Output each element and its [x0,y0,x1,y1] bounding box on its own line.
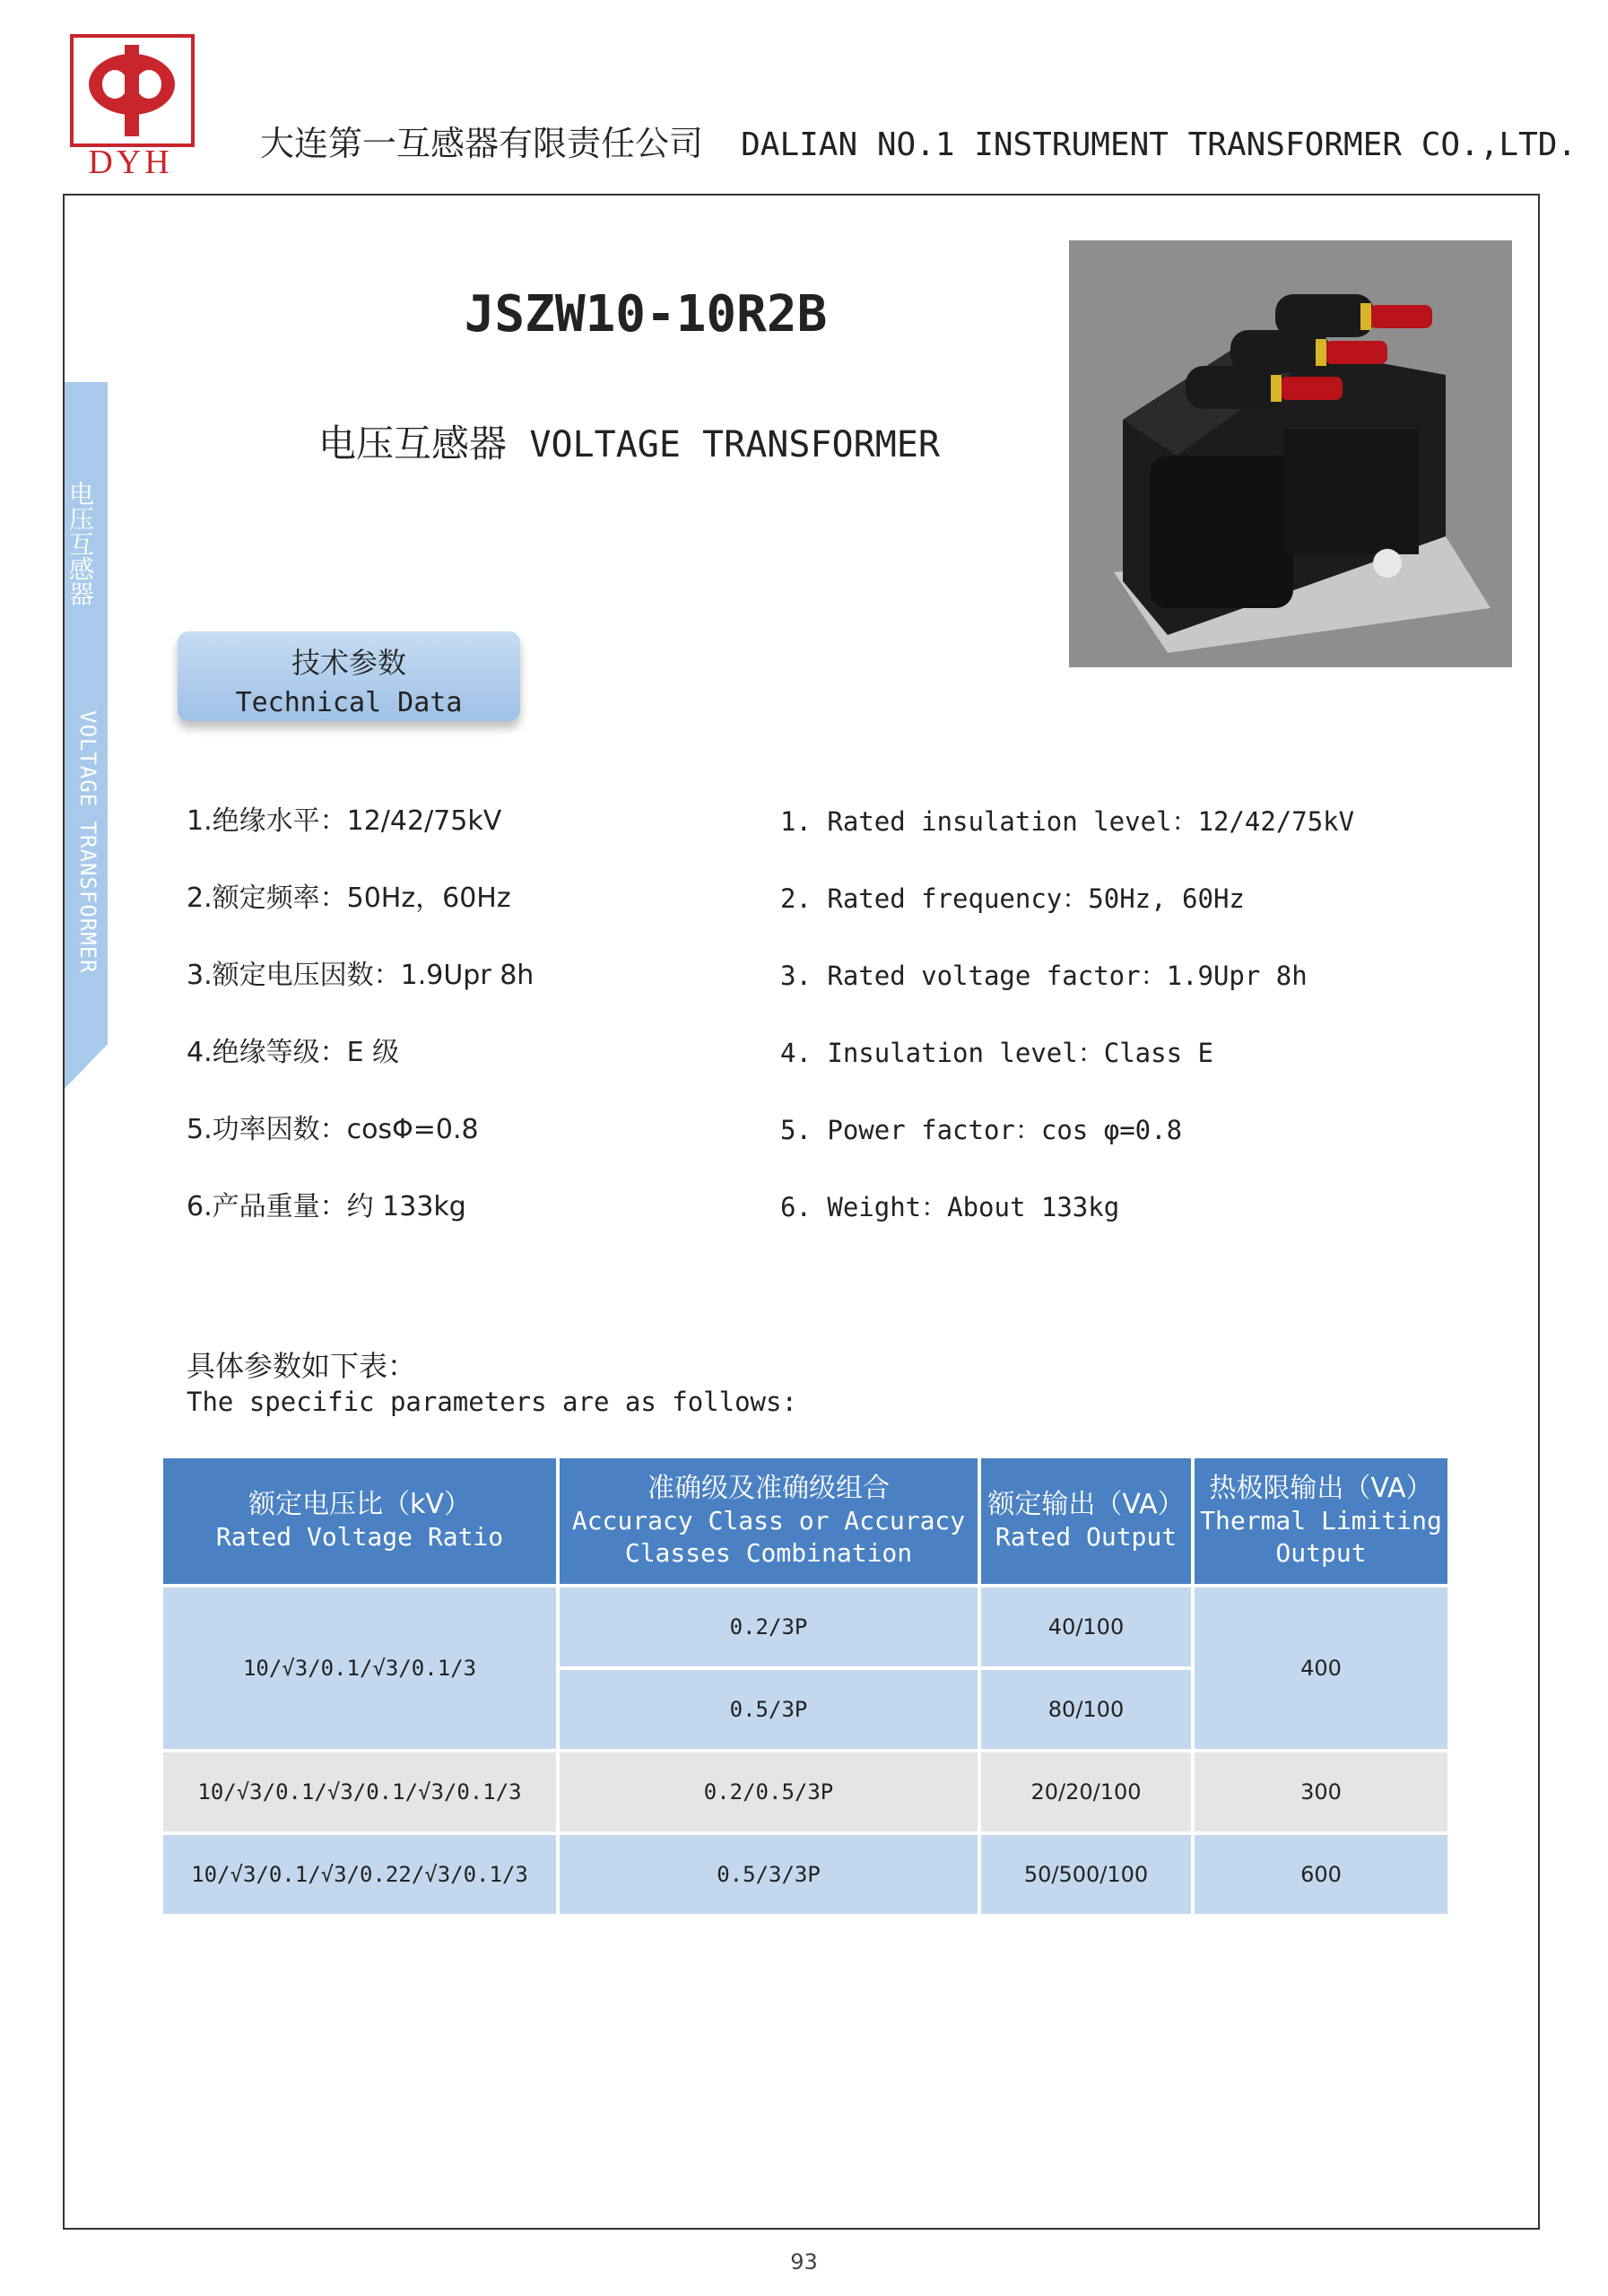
table-intro-en: The specific parameters are as follows: [187,1387,797,1417]
technical-data-badge [178,631,520,721]
header-rated-output [981,1458,1191,1584]
table-row [163,1587,1447,1666]
table-header-row [163,1458,1447,1584]
header-en: Rated Output [995,1522,1178,1552]
spec-en-item: 5. Power factor：cos φ=0.8 [780,1115,1183,1145]
cell-ratio: 10/√3/0.1/√3/0.1/√3/0.1/3 [163,1752,556,1831]
subtitle-cn: 电压互感器 [318,422,508,465]
spec-en-item: 4. Insulation level：Class E [780,1038,1213,1068]
cell-thermal: 600 [1195,1835,1447,1914]
header-en: Accuracy Class or Accuracy Classes Combination [571,1506,966,1568]
header-cn: 热极限输出（VA） [1209,1473,1433,1504]
table-row [163,1752,1447,1831]
spec-cn-item: 3.额定电压因数：1.9Upr 8h [187,960,535,991]
cell-output: 80/100 [981,1670,1191,1749]
spec-cn-item: 2.额定频率：50Hz，60Hz [187,883,511,914]
side-tab-tip [65,1044,108,1089]
company-name-cn: 大连第一互感器有限责任公司 [260,124,704,163]
cell-thermal: 300 [1195,1752,1447,1831]
parameters-table [160,1455,1451,1918]
header-en: Rated Voltage Ratio [215,1522,504,1552]
header-rated-voltage-ratio [163,1458,556,1584]
cell-accuracy: 0.2/0.5/3P [560,1752,978,1831]
logo-text: DYH [88,144,173,181]
cell-accuracy: 0.5/3/3P [560,1835,978,1914]
spec-en-item: 2. Rated frequency：50Hz, 60Hz [780,883,1245,914]
header-accuracy-class [560,1458,978,1584]
spec-cn-item: 1.绝缘水平：12/42/75kV [187,805,502,837]
company-logo [70,34,191,181]
table-intro-cn: 具体参数如下表： [187,1349,417,1383]
table-row [163,1835,1447,1914]
header-cn: 准确级及准确级组合 [648,1473,890,1504]
spec-cn-item: 4.绝缘等级：E 级 [187,1037,400,1068]
side-tab-cn: 电压互感器 [65,481,95,606]
header-cn: 额定电压比（kV） [248,1489,471,1520]
spec-cn-item: 5.功率因数：cosΦ=0.8 [187,1114,479,1145]
company-name-en: DALIAN NO.1 INSTRUMENT TRANSFORMER CO.,LTD. [741,126,1578,163]
cell-accuracy: 0.5/3P [560,1670,978,1749]
cell-output: 40/100 [981,1587,1191,1666]
product-photo [1069,240,1512,667]
cell-accuracy: 0.2/3P [560,1587,978,1666]
spec-en-item: 3. Rated voltage factor：1.9Upr 8h [780,961,1308,991]
cell-thermal: 400 [1195,1587,1447,1749]
company-name [260,122,1577,167]
model-title: JSZW10-10R2B [464,285,828,344]
cell-ratio: 10/√3/0.1/√3/0.22/√3/0.1/3 [163,1835,556,1914]
side-tab-en: VOLTAGE TRANSFORMER [75,710,100,974]
spec-en-item: 1. Rated insulation level：12/42/75kV [780,806,1355,837]
side-tab [65,382,108,1089]
header-cn: 额定输出（VA） [987,1489,1185,1520]
subtitle-en: VOLTAGE TRANSFORMER [529,424,940,465]
cell-ratio: 10/√3/0.1/√3/0.1/3 [163,1587,556,1749]
phi-logo-icon [74,38,191,144]
page-number: 93 [790,2249,818,2274]
product-subtitle [318,414,940,468]
cell-output: 20/20/100 [981,1752,1191,1831]
badge-cn: 技术参数 [291,646,406,680]
spec-cn-item: 6.产品重量：约 133kg [187,1191,466,1222]
header-en: Thermal Limiting Output [1200,1506,1442,1568]
cell-output: 50/500/100 [981,1835,1191,1914]
spec-en-item: 6. Weight：About 133kg [780,1192,1120,1222]
transformer-illustration [1069,240,1512,667]
header-thermal-limiting-output [1195,1458,1447,1584]
badge-en: Technical Data [235,687,463,718]
